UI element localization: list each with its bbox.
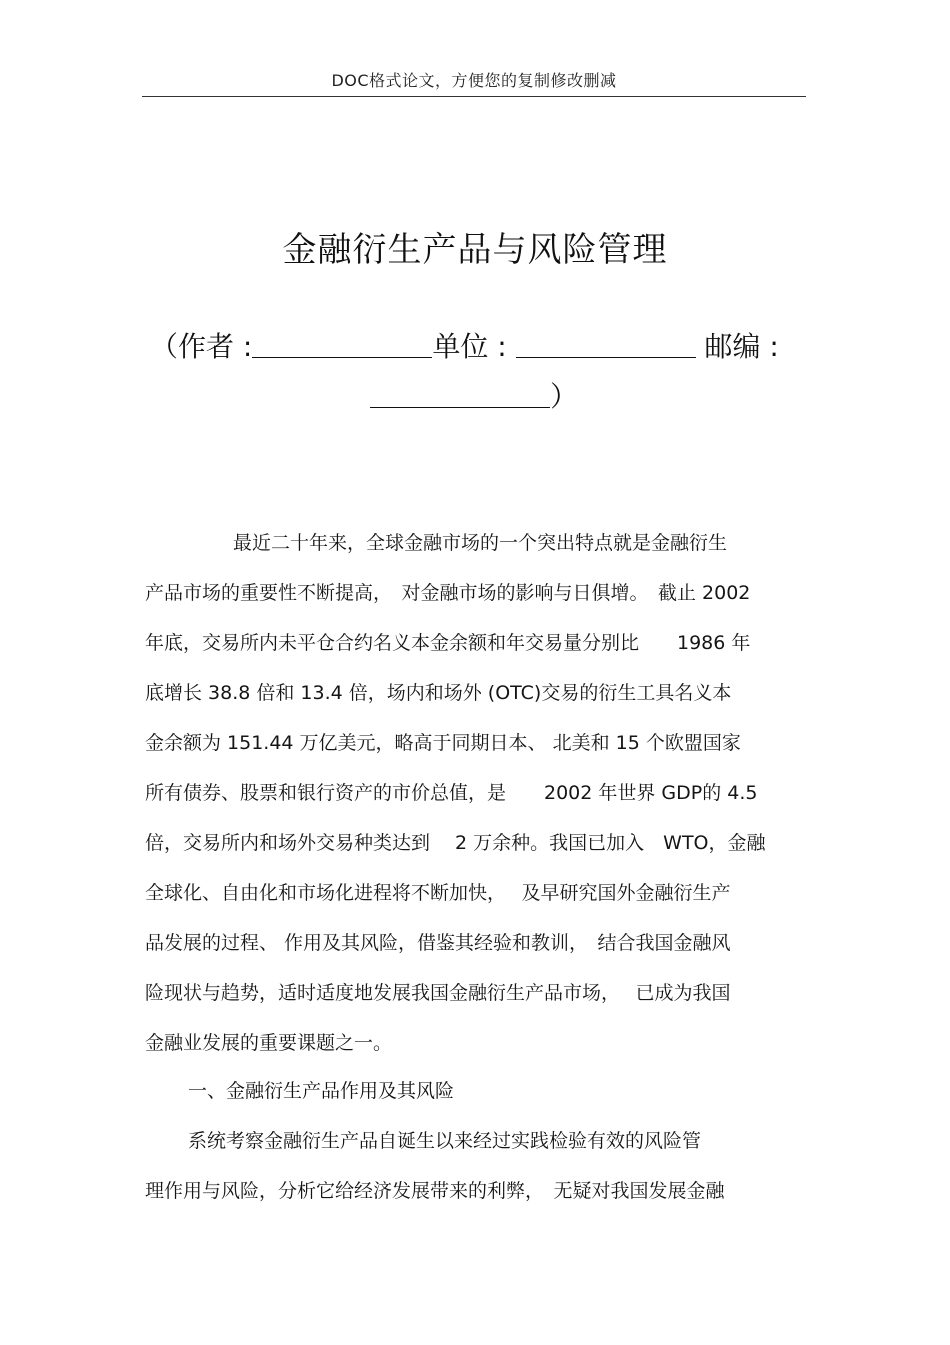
section-heading: 一、金融衍生产品作用及其风险 [188,1080,455,1102]
paragraph-line: 金余额为 151.44 万亿美元，略高于同期日本、 北美和 15 个欧盟国家 [145,732,741,754]
page-header [142,70,806,97]
paragraph-line: 所有债券、股票和银行资产的市价总值，是 2002 年世界 GDP的 4.5 [145,782,758,804]
close-paren: ） [550,380,579,413]
paragraph-line: 倍，交易所内和场外交易种类达到 2 万余种。我国已加入 WTO，金融 [145,832,766,854]
paragraph-section-1 [145,1116,810,1216]
paragraph-line: 险现状与趋势，适时适度地发展我国金融衍生产品市场， 已成为我国 [145,982,731,1004]
author-label: 作者 : [178,330,253,363]
author-info-line [150,322,810,372]
postcode-blank [370,381,550,408]
author-blank [252,331,432,358]
paragraph-line: 金融业发展的重要课题之一。 [145,1032,393,1054]
paragraph-line: 品发展的过程、 作用及其风险，借鉴其经验和教训， 结合我国金融风 [145,932,731,954]
postcode-label: 邮编 : [704,330,779,363]
header-text: DOC格式论文，方便您的复制修改删减 [331,71,617,90]
paragraph-line: 系统考察金融衍生产品自诞生以来经过实践检验有效的风险管 [188,1130,702,1152]
open-paren: （ [150,330,179,363]
paragraph-line: 年底，交易所内未平仓合约名义本金余额和年交易量分别比 1986 年 [145,632,751,654]
document-title: 金融衍生产品与风险管理 [282,230,668,270]
paragraph-line: 底增长 38.8 倍和 13.4 倍，场内和场外 (OTC)交易的衍生工具名义本 [145,682,732,704]
paragraph-line: 产品市场的重要性不断提高， 对金融市场的影响与日俱增。 截止 2002 [145,582,751,604]
paragraph-line: 理作用与风险，分析它给经济发展带来的利弊， 无疑对我国发展金融 [145,1180,725,1202]
paragraph-intro [145,518,810,1068]
paragraph-line: 最近二十年来，全球金融市场的一个突出特点就是金融衍生 [233,532,728,554]
unit-blank [516,331,696,358]
author-info-line-2 [370,372,578,422]
unit-label: 单位 : [432,330,507,363]
paragraph-line: 全球化、自由化和市场化进程将不断加快， 及早研究国外金融衍生产 [145,882,731,904]
